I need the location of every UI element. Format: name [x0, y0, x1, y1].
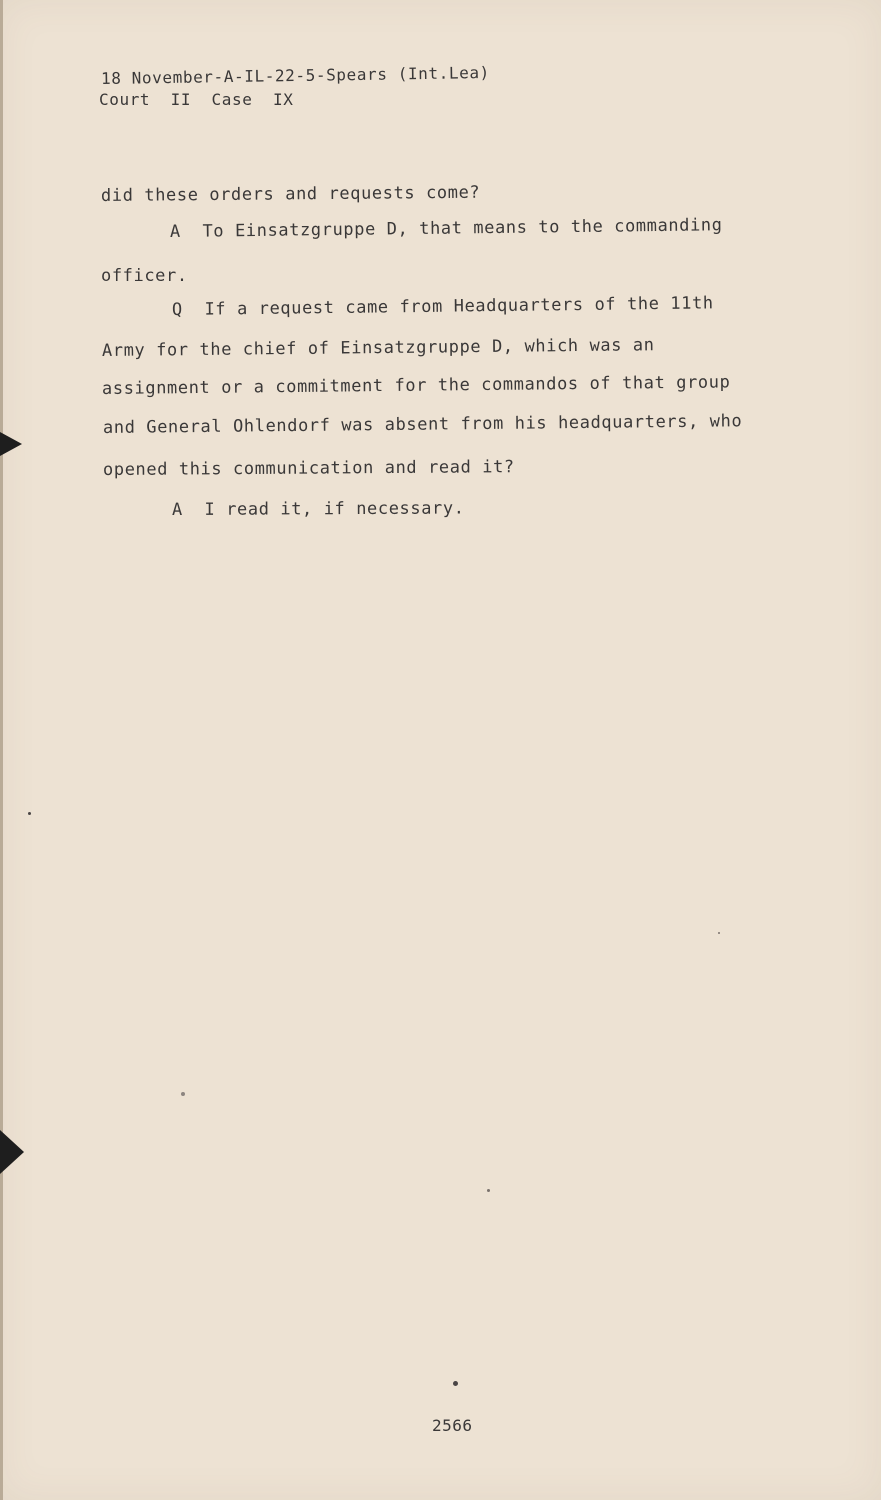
body-line-3: officer.	[101, 266, 188, 286]
body-line-7: and General Ohlendorf was absent from his headquarters, who	[102, 411, 743, 438]
body-line-5: Army for the chief of Einsatzgruppe D, which was an	[101, 335, 655, 361]
ink-speck	[181, 1092, 185, 1096]
header-court-line: Court II Case IX	[99, 90, 294, 109]
body-line-6: assignment or a commitment for the commandos of that group	[101, 372, 731, 399]
ink-speck	[487, 1189, 490, 1192]
ink-speck	[718, 932, 720, 934]
body-line-2: A To Einsatzgruppe D, that means to the commanding	[169, 215, 723, 242]
body-line-1: did these orders and requests come?	[100, 182, 481, 206]
ink-speck	[453, 1381, 458, 1386]
binder-hole-mark	[0, 1130, 24, 1174]
body-line-4: Q If a request came from Headquarters of the 11th	[171, 293, 714, 320]
header-reference-line: 18 November-A-IL-22-5-Spears (Int.Lea)	[100, 62, 490, 89]
binder-hole-mark	[0, 432, 22, 456]
page-number: 2566	[432, 1416, 473, 1435]
ink-speck	[28, 812, 31, 815]
body-line-9: A I read it, if necessary.	[171, 498, 465, 520]
body-line-8: opened this communication and read it?	[102, 457, 515, 480]
page-edge	[0, 0, 3, 1500]
